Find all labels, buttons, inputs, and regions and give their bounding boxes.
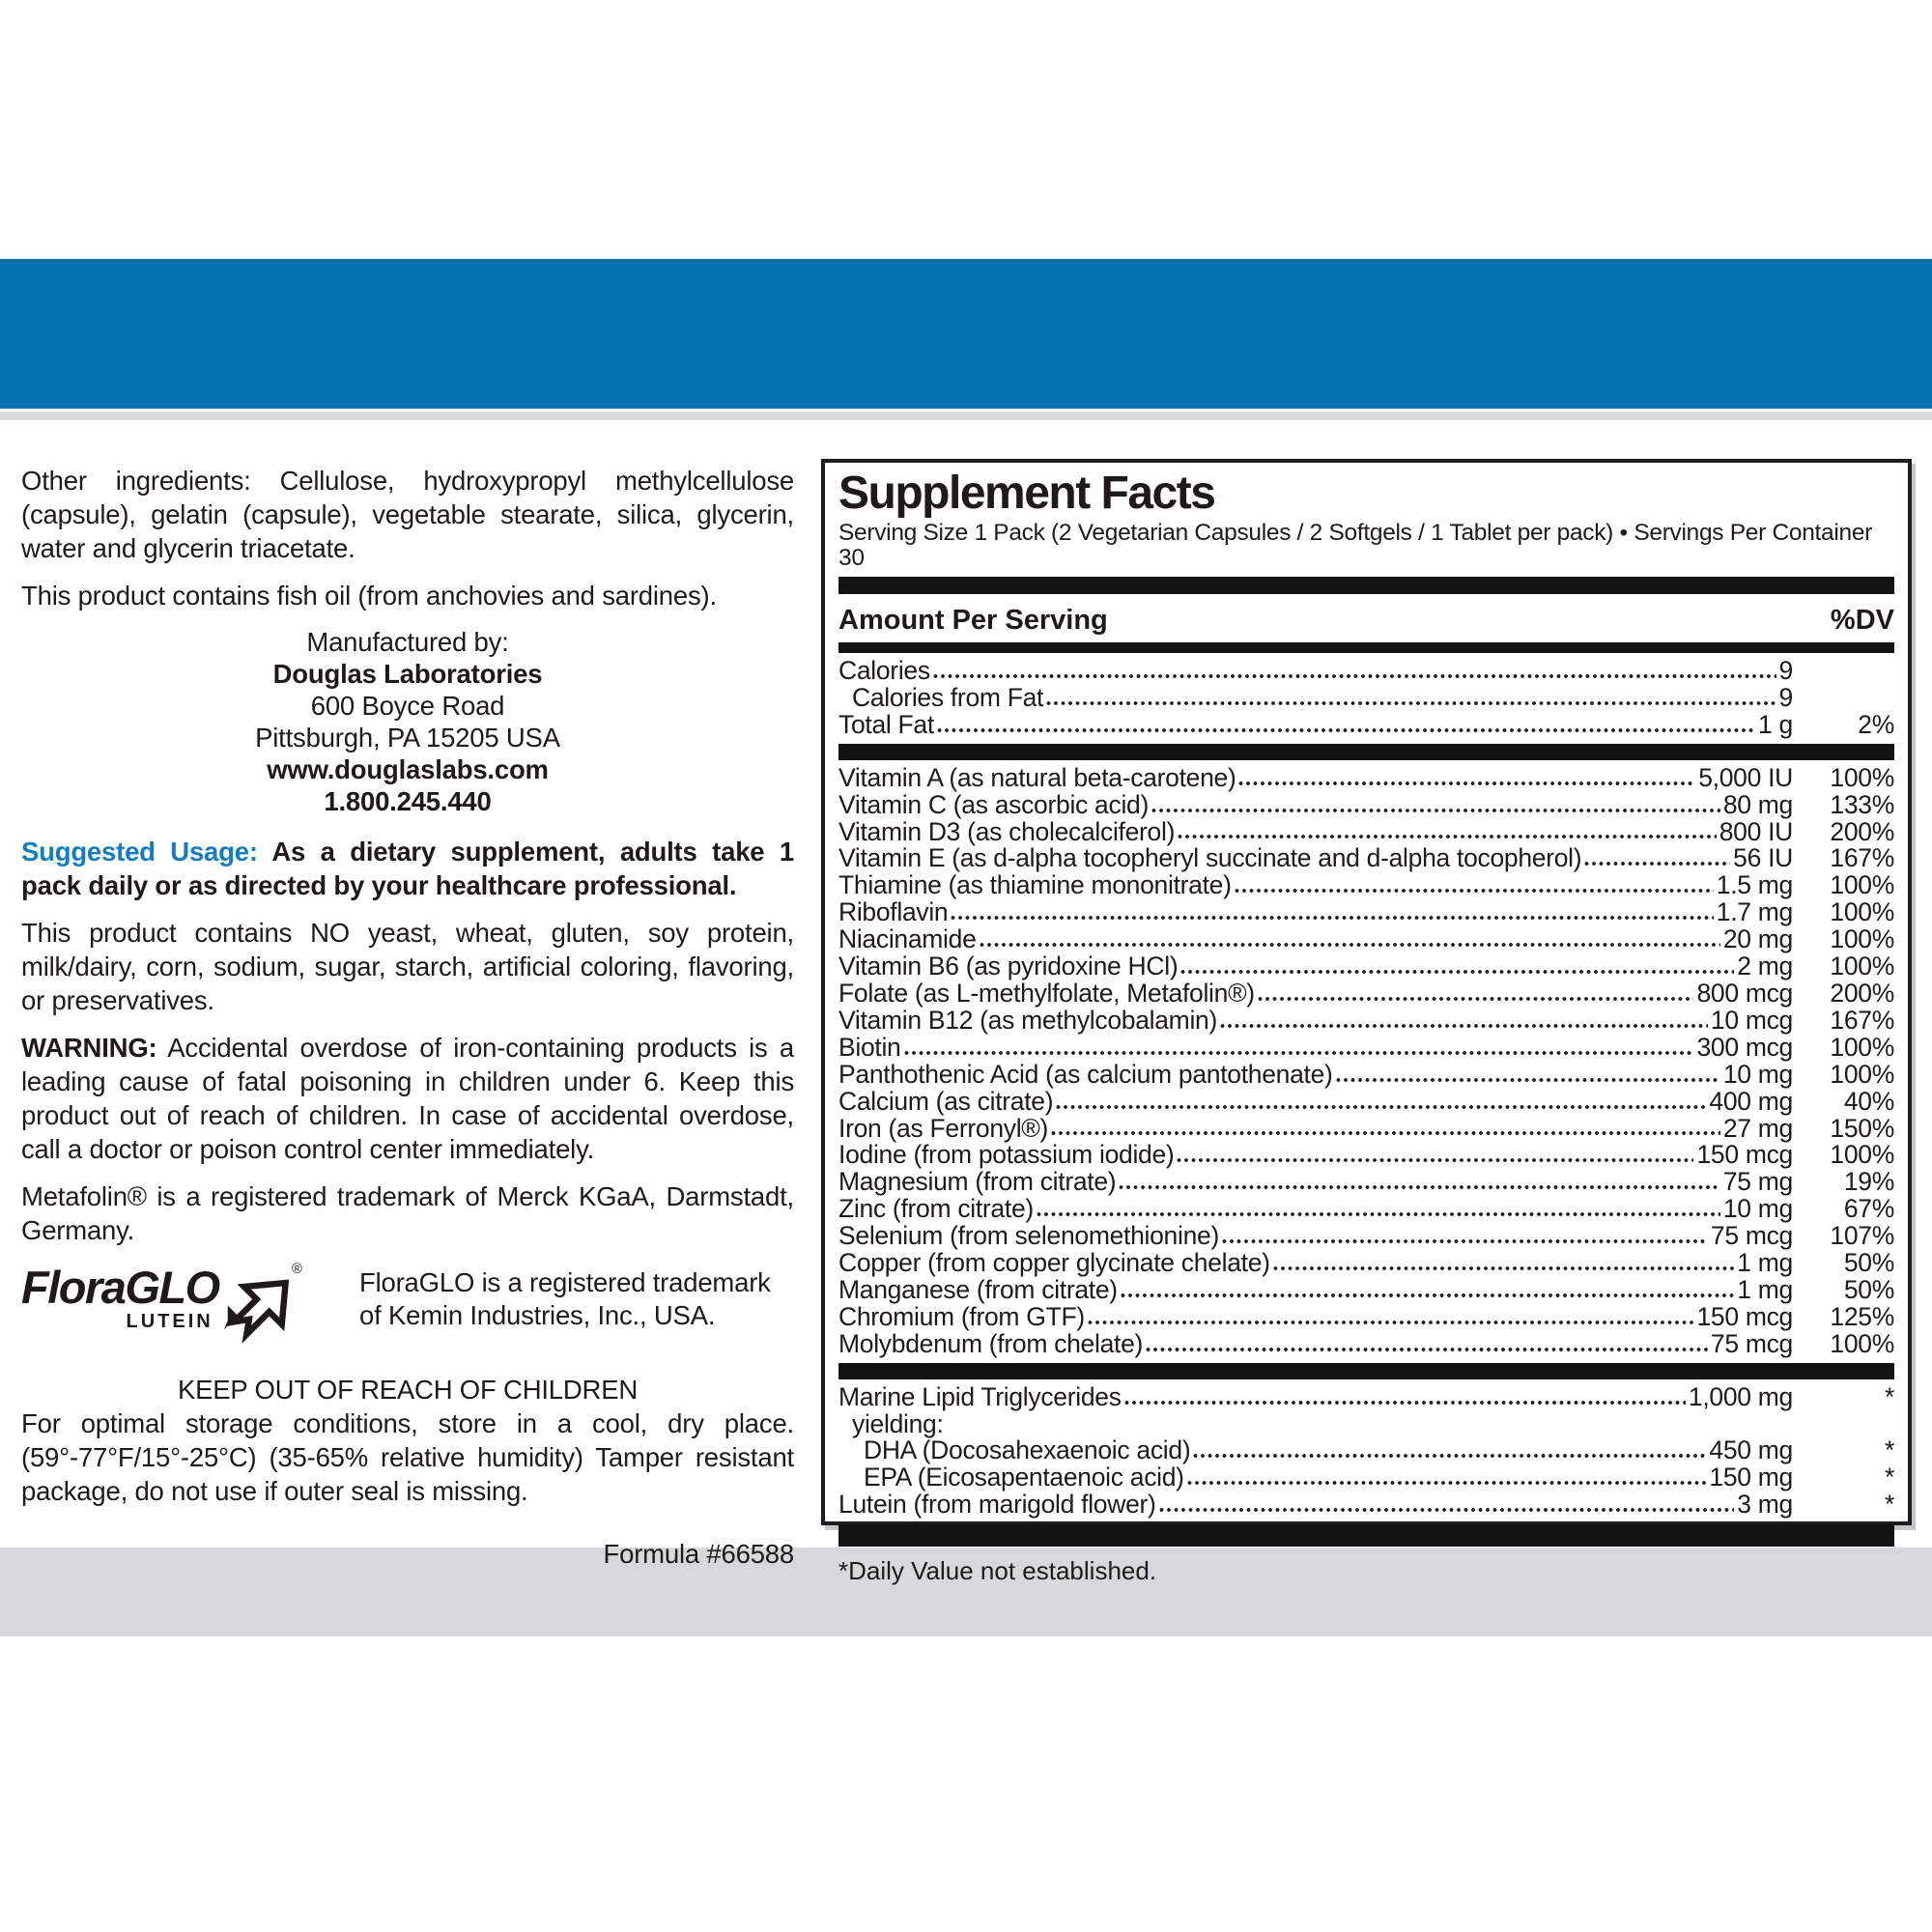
nutrient-name: Vitamin D3 (as cholecalciferol) [838, 816, 1176, 846]
nutrient-dv: 40% [1843, 1086, 1894, 1116]
nutrient-amount: 1,000 mg [1688, 1381, 1793, 1411]
facts-row [838, 1301, 1894, 1331]
facts-row [838, 682, 1894, 712]
nutrient-amount: 9 [1778, 656, 1793, 685]
nutrient-amount: 150 mcg [1696, 1140, 1793, 1170]
facts-body [838, 658, 1894, 1547]
nutrient-amount: 2 mg [1737, 952, 1793, 981]
facts-row [838, 1408, 1894, 1438]
nutrient-name: Calories from Fat [852, 682, 1044, 712]
nutrient-amount: 800 mcg [1696, 978, 1793, 1008]
facts-row [838, 926, 1894, 953]
suggested-usage-label: Suggested Usage: [21, 837, 258, 867]
facts-row [838, 1274, 1894, 1304]
nutrient-name: Panthothenic Acid (as calcium pantothenate) [838, 1059, 1333, 1089]
nutrient-dv: 100% [1830, 1032, 1894, 1062]
facts-row [838, 899, 1894, 926]
nutrient-amount: 800 IU [1719, 816, 1793, 846]
dot-leader [1235, 888, 1714, 894]
nutrient-amount: 75 mcg [1710, 1221, 1793, 1251]
facts-row [838, 709, 1894, 739]
dot-leader [1121, 1293, 1734, 1298]
nutrient-dv: 100% [1830, 1059, 1894, 1089]
facts-row [838, 1464, 1894, 1492]
nutrient-name: Vitamin C (as ascorbic acid) [838, 789, 1149, 819]
top-blue-band [0, 259, 1932, 409]
floraglo-block [21, 1264, 794, 1353]
nutrient-dv: * [1884, 1381, 1894, 1411]
manufacturer-block [21, 626, 794, 817]
nutrient-name: Molybdenum (from chelate) [838, 1328, 1144, 1358]
nutrient-amount: 27 mg [1722, 1113, 1793, 1143]
nutrient-name: Lutein (from marigold flower) [838, 1490, 1156, 1520]
divider-bar [838, 577, 1894, 594]
nutrient-dv: 100% [1830, 952, 1894, 981]
manufacturer-website: www.douglaslabs.com [267, 754, 549, 784]
suggested-usage-text: As a dietary supplement, adults take 1 pack daily or as directed by your healthcare professional. [21, 837, 795, 900]
warning-paragraph [21, 1031, 794, 1166]
divider-bar [838, 1363, 1894, 1379]
facts-row [838, 1142, 1894, 1169]
manufacturer-address2: Pittsburgh, PA 15205 USA [255, 723, 560, 753]
nutrient-dv: 100% [1830, 1140, 1894, 1170]
nutrient-dv: 67% [1843, 1194, 1894, 1224]
nutrient-name: Thiamine (as thiamine mononitrate) [838, 870, 1232, 900]
nutrient-amount: 10 mg [1722, 1059, 1793, 1089]
divider-bar [838, 642, 1894, 653]
nutrient-amount: 5,000 IU [1698, 762, 1793, 792]
nutrient-name: Vitamin B12 (as methylcobalamin) [838, 1005, 1218, 1035]
nutrient-amount: 150 mcg [1696, 1301, 1793, 1331]
nutrient-amount: 3 mg [1737, 1490, 1793, 1520]
nutrient-amount: 75 mcg [1710, 1328, 1793, 1358]
dot-leader [1193, 1453, 1706, 1459]
nutrient-amount: 10 mg [1722, 1194, 1793, 1224]
nutrient-dv: 133% [1830, 789, 1894, 819]
nutrient-dv: 167% [1830, 1005, 1894, 1035]
nutrient-name: Iodine (from potassium iodide) [838, 1140, 1175, 1170]
nutrient-dv: 100% [1830, 924, 1894, 954]
floraglo-logo [21, 1264, 340, 1353]
floraglo-lutein-text: LUTEIN [126, 1311, 213, 1332]
supplement-facts-panel [821, 459, 1912, 1586]
nutrient-dv: 100% [1830, 870, 1894, 900]
nutrient-name: Zinc (from citrate) [838, 1194, 1034, 1224]
dot-leader [1180, 969, 1734, 975]
facts-row [838, 980, 1894, 1008]
dot-leader [951, 915, 1713, 921]
facts-row [838, 762, 1894, 792]
facts-row [838, 1250, 1894, 1277]
dot-leader [1220, 1023, 1708, 1029]
nutrient-amount: 1.7 mg [1716, 897, 1793, 927]
facts-row [838, 1086, 1894, 1116]
dot-leader [980, 942, 1720, 948]
floraglo-registered-mark: ® [291, 1262, 302, 1278]
nutrient-amount: 56 IU [1733, 843, 1793, 873]
amount-per-serving-header: Amount Per Serving [838, 605, 1108, 636]
nutrient-name: Vitamin E (as d-alpha tocopheryl succinate and d-alpha tocopherol) [838, 843, 1582, 873]
dot-leader [1056, 1104, 1706, 1110]
nutrient-amount: 1 g [1758, 709, 1793, 739]
nutrient-amount: 1 mg [1737, 1274, 1793, 1304]
dot-leader [1273, 1265, 1735, 1271]
supplement-facts-title: Supplement Facts [838, 468, 1215, 519]
dot-leader [1584, 861, 1730, 867]
other-ingredients-paragraph: Other ingredients: Cellulose, hydroxypropyl methylcellulose (capsule), gelatin (capsule), vegetable stearate, silica, glycerin, water and glycerin triacetate. [21, 466, 794, 563]
dot-leader [1119, 1184, 1720, 1190]
storage-conditions-paragraph: For optimal storage conditions, store in a cool, dry place. (59°-77°F/15°-25°C) (35-65% relative humidity) Tamper resistant package, do not use if outer seal is missing. [21, 1408, 794, 1506]
fish-oil-note: This product contains fish oil (from anchovies and sardines). [21, 581, 717, 611]
nutrient-amount: 10 mcg [1710, 1005, 1793, 1035]
facts-row [838, 789, 1894, 819]
nutrient-name: Niacinamide [838, 924, 977, 954]
nutrient-dv: 167% [1830, 843, 1894, 873]
floraglo-arrow-icon [213, 1261, 302, 1353]
nutrient-name: Iron (as Ferronyl®) [838, 1113, 1049, 1143]
floraglo-brand-text: FloraGLO [21, 1262, 219, 1313]
facts-row [838, 1196, 1894, 1223]
percent-dv-header: %DV [1830, 605, 1894, 636]
nutrient-amount: 150 mg [1709, 1463, 1793, 1492]
nutrient-name: Selenium (from selenomethionine) [838, 1221, 1219, 1251]
manufacturer-address1: 600 Boyce Road [310, 691, 505, 721]
facts-row [838, 1059, 1894, 1089]
nutrient-amount: 300 mcg [1696, 1032, 1793, 1062]
divider-bar [838, 1524, 1894, 1547]
dot-leader [1037, 1211, 1720, 1217]
nutrient-amount: 75 mg [1722, 1167, 1793, 1197]
facts-row [838, 816, 1894, 846]
nutrient-dv: * [1884, 1435, 1894, 1465]
facts-row [838, 1113, 1894, 1143]
nutrient-amount: 1 mg [1737, 1248, 1793, 1278]
keep-out-of-reach-heading: KEEP OUT OF REACH OF CHILDREN [177, 1375, 639, 1405]
dot-leader [1124, 1400, 1686, 1406]
contains-no-paragraph: This product contains NO yeast, wheat, gluten, soy protein, milk/dairy, corn, sodium, sugar, starch, artificial coloring, flavoring, or preservatives. [21, 918, 794, 1015]
nutrient-name: Folate (as L-methylfolate, Metafolin®) [838, 978, 1255, 1008]
nutrient-name: Vitamin B6 (as pyridoxine HCl) [838, 952, 1179, 981]
daily-value-footnote: *Daily Value not established. [838, 1556, 1157, 1586]
dot-leader [1146, 1347, 1708, 1352]
nutrient-name: Copper (from copper glycinate chelate) [838, 1248, 1270, 1278]
facts-row [838, 1381, 1894, 1411]
nutrient-amount: 1.5 mg [1716, 870, 1793, 900]
nutrient-amount: 80 mg [1722, 789, 1793, 819]
divider-bar [838, 744, 1894, 760]
facts-row [838, 1005, 1894, 1035]
dot-leader [1177, 1157, 1693, 1163]
dot-leader [1178, 834, 1717, 839]
dot-leader [1046, 700, 1776, 706]
nutrient-name: Calories [838, 656, 930, 685]
floraglo-trademark-note: FloraGLO is a registered trademark of Kemin Industries, Inc., USA. [359, 1267, 771, 1330]
dot-leader [1051, 1130, 1720, 1136]
nutrient-dv: 200% [1830, 978, 1894, 1008]
facts-row [838, 953, 1894, 980]
nutrient-dv: * [1884, 1463, 1894, 1492]
nutrient-dv: 100% [1830, 762, 1894, 792]
nutrient-dv: 125% [1830, 1301, 1894, 1331]
nutrient-name: DHA (Docosahexaenoic acid) [864, 1435, 1191, 1465]
nutrient-dv: 50% [1843, 1248, 1894, 1278]
dot-leader [1088, 1320, 1694, 1325]
manufactured-by-label: Manufactured by: [306, 627, 509, 657]
dot-leader [1222, 1238, 1708, 1244]
nutrient-amount: 400 mg [1709, 1086, 1793, 1116]
dot-leader [933, 673, 1776, 679]
nutrient-amount: 20 mg [1722, 924, 1793, 954]
facts-row [838, 845, 1894, 872]
facts-header-row [838, 600, 1894, 642]
suggested-usage-paragraph [21, 835, 794, 902]
nutrient-name: Calcium (as citrate) [838, 1086, 1054, 1116]
formula-number: Formula #66588 [603, 1539, 794, 1569]
facts-row [838, 1328, 1894, 1358]
nutrient-dv: 200% [1830, 816, 1894, 846]
nutrient-name: Total Fat [838, 709, 934, 739]
nutrient-dv: 100% [1830, 1328, 1894, 1358]
nutrient-name: Manganese (from citrate) [838, 1274, 1118, 1304]
nutrient-name: Vitamin A (as natural beta-carotene) [838, 762, 1236, 792]
left-text-column [21, 464, 794, 1571]
manufacturer-phone: 1.800.245.440 [324, 786, 492, 816]
nutrient-name: Magnesium (from citrate) [838, 1167, 1117, 1197]
dot-leader [1336, 1077, 1720, 1083]
facts-row [838, 1032, 1894, 1062]
facts-row [838, 658, 1894, 685]
nutrient-name: Chromium (from GTF) [838, 1301, 1085, 1331]
facts-row [838, 1169, 1894, 1196]
manufacturer-name: Douglas Laboratories [272, 659, 543, 689]
dot-leader [904, 1050, 1694, 1056]
nutrient-name: Biotin [838, 1032, 901, 1062]
warning-label: WARNING: [21, 1033, 157, 1063]
serving-size-line: Serving Size 1 Pack (2 Vegetarian Capsules / 2 Softgels / 1 Tablet per pack) • Servings Per Container 30 [838, 520, 1873, 571]
warning-text: Accidental overdose of iron-containing products is a leading cause of fatal poisoning in children under 6. Keep this product out of reach of children. In case of accidental overdose, call a doctor or poison control center immediately. [21, 1033, 794, 1164]
dot-leader [1187, 1480, 1707, 1486]
nutrient-amount: 450 mg [1709, 1435, 1793, 1465]
nutrient-name: Riboflavin [838, 897, 949, 927]
dot-leader [1151, 808, 1720, 813]
nutrient-dv: 19% [1843, 1167, 1894, 1197]
floraglo-wordmark [21, 1264, 219, 1331]
nutrient-name: Marine Lipid Triglycerides [838, 1381, 1122, 1411]
nutrient-dv: 107% [1830, 1221, 1894, 1251]
facts-row [838, 1223, 1894, 1250]
nutrient-dv: 50% [1843, 1274, 1894, 1304]
facts-row [838, 1492, 1894, 1519]
facts-row [838, 1437, 1894, 1464]
nutrient-dv: 2% [1858, 709, 1894, 739]
nutrient-name: EPA (Eicosapentaenoic acid) [864, 1463, 1184, 1492]
metafolin-trademark-note: Metafolin® is a registered trademark of Merck KGaA, Darmstadt, Germany. [21, 1181, 794, 1245]
gray-divider-strip [0, 412, 1932, 420]
nutrient-dv: * [1884, 1490, 1894, 1520]
nutrient-dv: 150% [1830, 1113, 1894, 1143]
dot-leader [1258, 996, 1694, 1002]
dot-leader [1159, 1507, 1735, 1513]
dot-leader [1238, 781, 1695, 786]
nutrient-amount: 9 [1778, 682, 1793, 712]
facts-row [838, 872, 1894, 899]
dot-leader [937, 727, 1755, 733]
nutrient-dv: 100% [1830, 897, 1894, 927]
nutrient-name: yielding: [852, 1408, 944, 1438]
